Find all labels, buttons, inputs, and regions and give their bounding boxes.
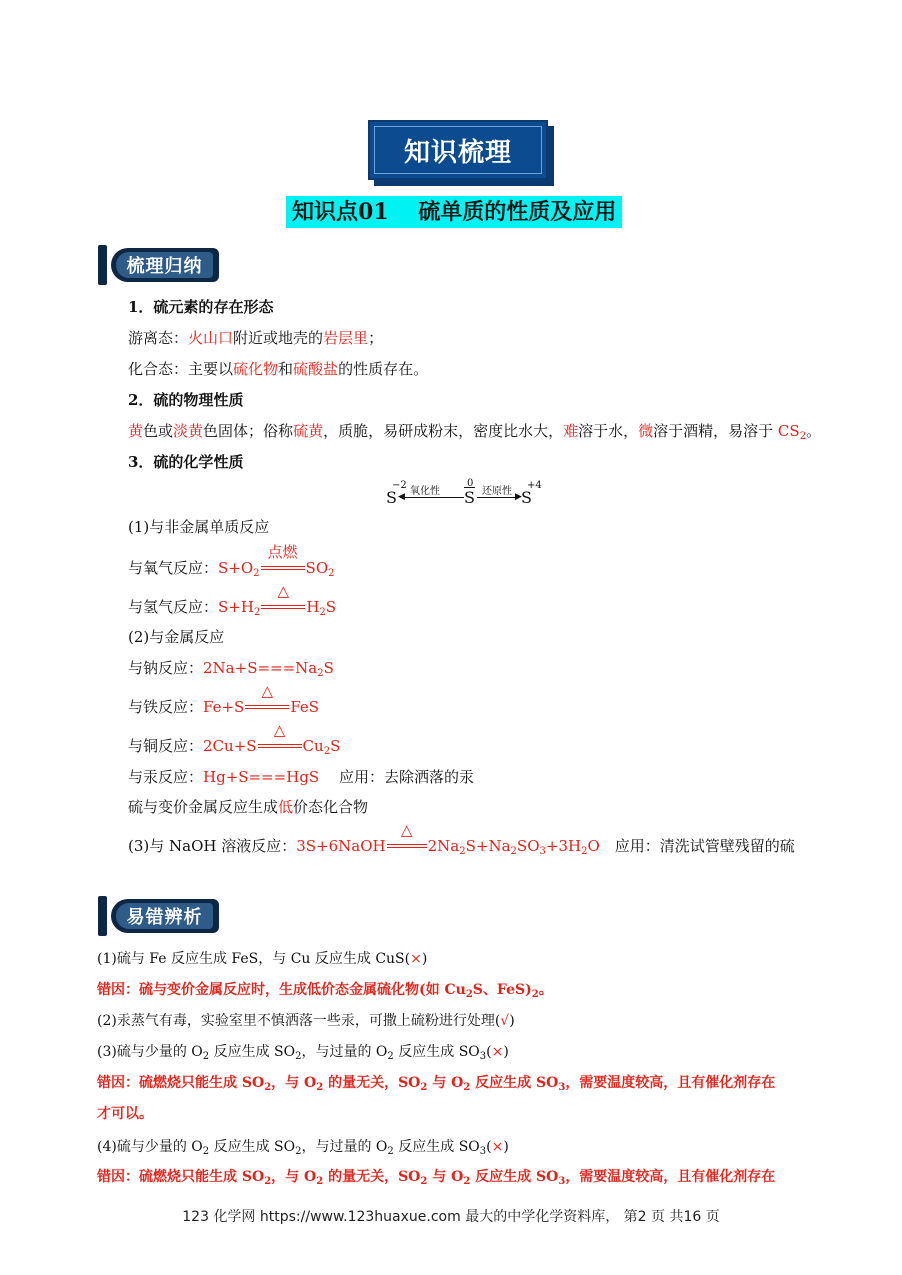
reaction-oxygen: 与氧气反应：$S+O_2$ 点燃 $SO_2$ [128, 543, 335, 579]
reason-4: 错因：硫燃烧只能生成 $SO_2$，与 $O_2$ 的量无关，$SO_2$ 与 $O_2$ 反应生成 $SO_3$，需要温度较高，且有催化剂存在 [97, 1169, 776, 1187]
physical-properties-line: 黄色或淡黄色固体；俗称硫黄，质脆，易研成粉末，密度比水大，难溶于水，微溶于酒精，易溶于 $CS_2$。 [128, 422, 822, 442]
variable-valence-note: 硫与变价金属反应生成低价态化合物 [128, 798, 369, 816]
error-analysis-content [97, 0, 857, 1200]
reaction-sodium: 与钠反应：$2Na+S===Na_2S$ [128, 659, 334, 679]
heading-existence: 1．硫元素的存在形态 [128, 298, 274, 316]
heading-physical: 2．硫的物理性质 [128, 391, 244, 409]
item-2: (2)汞蒸气有毒，实验室里不慎洒落一些汞，可撒上硫粉进行处理(√) [97, 1013, 515, 1029]
item-4: (4)硫与少量的 $O_2$ 反应生成 $SO_2$，与过量的 $O_2$ 反应生成 $SO_3(\times)$ [97, 1139, 509, 1157]
reaction-iron: 与铁反应：Fe+S △ FeS [128, 682, 320, 716]
reaction-naoh: (3)与 NaOH 溶液反应：3S+6NaOH △ $2Na_2S+Na_2SO_3+3H_2O$ 应用：清洗试管壁残留的硫 [128, 821, 795, 857]
heading-chemical: 3．硫的化学性质 [128, 453, 244, 471]
nonmetal-heading: (1)与非金属单质反应 [128, 518, 270, 536]
page-footer: 123 化学网 https://www.123huaxue.com 最大的中学化学资料库， 第2 页 共16 页 [182, 1209, 720, 1225]
reaction-copper: 与铜反应：2Cu+S △ $Cu_2S$ [128, 721, 341, 757]
banner-title: 知识梳理 [403, 137, 512, 168]
section-tag-label: 易错辨析 [126, 907, 203, 928]
reason-3: 错因：硫燃烧只能生成 $SO_2$，与 $O_2$ 的量无关，$SO_2$ 与 $O_2$ 反应生成 $SO_3$，需要温度较高，且有催化剂存在 [97, 1075, 776, 1093]
reaction-mercury: 与汞反应：Hg+S===HgS 应用：去除洒落的汞 [128, 768, 474, 786]
reaction-hydrogen: 与氢气反应：$S+H_2$ △ $H_2S$ [128, 582, 337, 618]
section-tag-label: 梳理归纳 [126, 256, 203, 277]
item-1: (1)硫与 Fe 反应生成 FeS，与 Cu 反应生成 CuS(×) [97, 951, 428, 967]
free-state-line: 游离态：火山口附近或地壳的岩层里； [128, 329, 384, 347]
reason-3-cont: 才可以。 [97, 1106, 153, 1122]
knowledge-point-title: 知识点01 硫单质的性质及应用 [286, 196, 622, 228]
reason-1: 错因：硫与变价金属反应时，生成低价态金属硫化物(如 $Cu_2S$、$FeS)_2$。 [97, 982, 553, 1000]
item-3: (3)硫与少量的 $O_2$ 反应生成 $SO_2$，与过量的 $O_2$ 反应生成 $SO_3(\times)$ [97, 1044, 509, 1062]
compound-state-line: 化合态：主要以硫化物和硫酸盐的性质存在。 [128, 360, 429, 378]
metal-heading: (2)与金属反应 [128, 628, 225, 646]
valence-diagram: S −2 氧化性 ◀ $\overline{S}$ 0 还原性 ▶ S +4 [386, 478, 542, 507]
